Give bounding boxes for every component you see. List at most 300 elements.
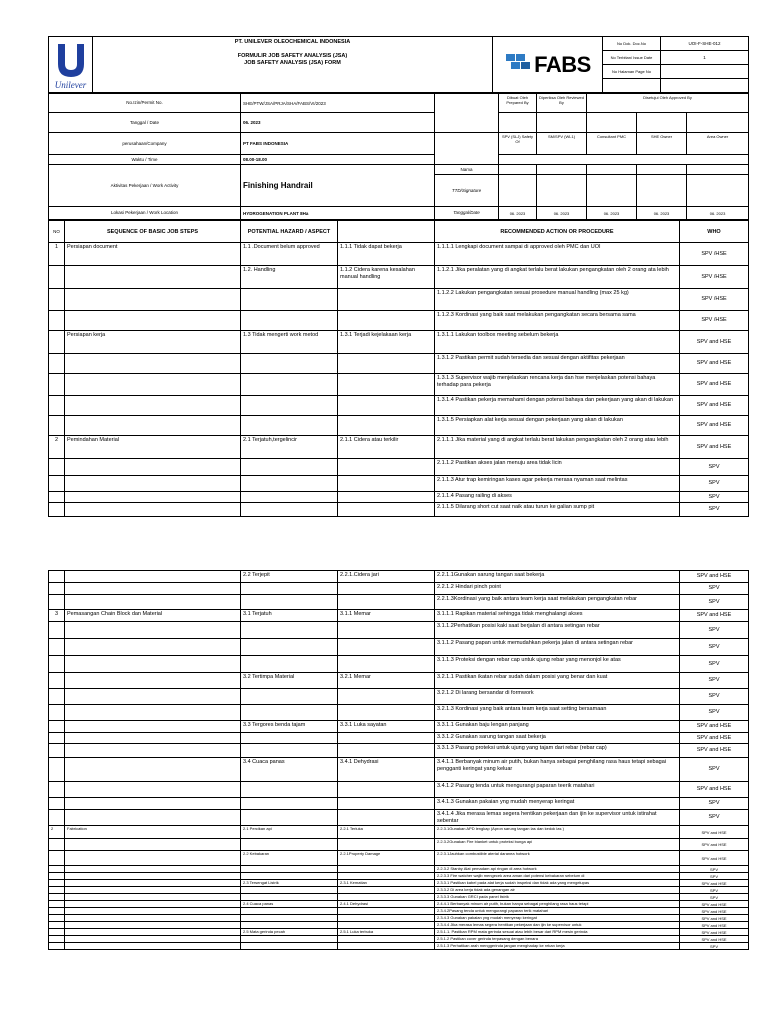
signature-cell-4 xyxy=(687,175,749,207)
name-cell-4 xyxy=(687,165,749,175)
row-number xyxy=(49,354,65,374)
hazard-consequence xyxy=(338,595,435,610)
potential-hazard xyxy=(241,416,338,436)
table-row xyxy=(49,503,749,517)
responsible-who: SPV and HSE xyxy=(680,915,749,922)
table-row xyxy=(49,354,749,374)
job-step xyxy=(65,908,241,915)
time-value: 08.00-18.00 xyxy=(241,155,435,165)
role-spacer xyxy=(499,155,749,165)
job-step: Persiapan document xyxy=(65,243,241,266)
hazard-consequence xyxy=(338,908,435,915)
job-step xyxy=(65,866,241,873)
table-row xyxy=(49,492,749,503)
hazard-consequence xyxy=(338,943,435,950)
potential-hazard xyxy=(241,936,338,943)
responsible-who: SPV and HSE xyxy=(680,354,749,374)
potential-hazard xyxy=(241,503,338,517)
hazard-consequence: 2.1.1 Cidera atau terkilir xyxy=(338,436,435,459)
potential-hazard xyxy=(241,915,338,922)
potential-hazard xyxy=(241,374,338,396)
potential-hazard: 2.2 Kebakaran xyxy=(241,851,338,866)
table-row xyxy=(49,656,749,673)
fabs-squares-icon xyxy=(504,52,538,78)
col-who-header: WHO xyxy=(680,221,749,243)
recommended-action: 2.3.4.2Pasang tenda untuk mengurangi paparan terik matahari xyxy=(435,908,680,915)
row-number xyxy=(49,851,65,866)
row-number xyxy=(49,887,65,894)
table-row xyxy=(49,374,749,396)
table-row xyxy=(49,436,749,459)
hazard-consequence xyxy=(338,311,435,331)
responsible-who: SPV xyxy=(680,758,749,782)
responsible-who: SPV and HSE xyxy=(680,839,749,851)
hazard-consequence xyxy=(338,873,435,880)
responsible-who: SPV /HSE xyxy=(680,243,749,266)
responsible-who: SPV /HSE xyxy=(680,266,749,289)
responsible-who: SPV xyxy=(680,622,749,639)
recommended-action: 1.3.1.2 Pastikan permit sudah tersedia dan sesuai dengan aktifitas pekerjaan xyxy=(435,354,680,374)
hazard-consequence xyxy=(338,289,435,311)
responsible-who: SPV xyxy=(680,476,749,492)
responsible-who: SPV and HSE xyxy=(680,744,749,758)
row-number xyxy=(49,733,65,744)
responsible-who: SPV xyxy=(680,656,749,673)
potential-hazard: 2.2 Terjepit xyxy=(241,571,338,583)
role-4: Area Owner xyxy=(687,133,749,155)
responsible-who: SPV xyxy=(680,810,749,826)
row-number xyxy=(49,873,65,880)
responsible-who: SPV xyxy=(680,705,749,721)
page-value xyxy=(661,65,749,79)
hazard-consequence xyxy=(338,798,435,810)
permit-label: No.Izin/Permit No. xyxy=(49,94,241,113)
table-row xyxy=(49,289,749,311)
form-title-id: FORMULIR JOB SAFETY ANALYSIS (JSA) xyxy=(237,53,348,59)
hazard-consequence xyxy=(338,503,435,517)
job-step xyxy=(65,798,241,810)
role-3: SHE Owner xyxy=(637,133,687,155)
hazard-consequence xyxy=(338,459,435,476)
responsible-who: SPV xyxy=(680,866,749,873)
job-step xyxy=(65,873,241,880)
recommended-action: 3.4.1.2 Pasang tenda untuk mengurangi paparan teerik matahari xyxy=(435,782,680,798)
row-number xyxy=(49,758,65,782)
potential-hazard xyxy=(241,887,338,894)
hazard-consequence xyxy=(338,354,435,374)
responsible-who: SPV and HSE xyxy=(680,374,749,396)
row-number xyxy=(49,311,65,331)
potential-hazard xyxy=(241,839,338,851)
info-blank-2 xyxy=(435,133,499,165)
signature-cell-3 xyxy=(637,175,687,207)
recommended-action: 3.3.1.3 Pasang proteksi untuk ujung yang tajam dari rebar (rebar cap) xyxy=(435,744,680,758)
issue-value: 1 xyxy=(661,51,749,65)
table-row xyxy=(49,943,749,950)
row-number xyxy=(49,782,65,798)
row-number xyxy=(49,476,65,492)
activity-label: Aktivitas Pekerjaan / Work Activity xyxy=(49,165,241,207)
table-row xyxy=(49,721,749,733)
hazard-consequence xyxy=(338,622,435,639)
potential-hazard xyxy=(241,782,338,798)
hazard-consequence xyxy=(338,744,435,758)
recommended-action: 3.4.1.4 Jika merasa lemas segera hentikan pekerjaan dan ijin ke supervisor untuk istirahat sebentar xyxy=(435,810,680,826)
table-row xyxy=(49,311,749,331)
hazard-consequence xyxy=(338,689,435,705)
responsible-who: SPV and HSE xyxy=(680,610,749,622)
form-title-block xyxy=(93,37,493,93)
hazard-consequence: 3.3.1 Luka sayatan xyxy=(338,721,435,733)
row-number xyxy=(49,929,65,936)
job-step xyxy=(65,571,241,583)
rows-page-2-fabrication xyxy=(49,826,749,950)
hazard-consequence: 2.5.1 Luka terbuka xyxy=(338,929,435,936)
recommended-action: 2.1.1.1 Jika material yang di angkat terlalu berat lakukan pengangkatan oleh 2 orang atau lebih xyxy=(435,436,680,459)
job-step xyxy=(65,894,241,901)
table-row xyxy=(49,826,749,839)
responsible-who: SPV xyxy=(680,492,749,503)
hazard-consequence xyxy=(338,936,435,943)
job-step xyxy=(65,851,241,866)
responsible-who: SPV xyxy=(680,639,749,656)
potential-hazard: 2.1 Terjatuh,tergelincir xyxy=(241,436,338,459)
row-number xyxy=(49,894,65,901)
responsible-who: SPV xyxy=(680,503,749,517)
potential-hazard xyxy=(241,354,338,374)
col-hazard-header: POTENTIAL HAZARD / ASPECT xyxy=(241,221,338,243)
recommended-action: 1.1.2.2 Lakukan pengangkatan sesuai prosedure manual handling (max 25 kg) xyxy=(435,289,680,311)
potential-hazard xyxy=(241,311,338,331)
sign-date-label: Tanggal/Date xyxy=(435,207,499,220)
signature-cell-1 xyxy=(537,175,587,207)
reviewed-by-label: Diperiksa Oleh Reviewed By xyxy=(537,94,587,113)
recommended-action: 2.3.3.2 Di area kerja tidak ada genangan air xyxy=(435,887,680,894)
time-label: Waktu / Time xyxy=(49,155,241,165)
row-number xyxy=(49,492,65,503)
table-row xyxy=(49,476,749,492)
table-row xyxy=(49,744,749,758)
location-value: HYDROGENATION PLANT 8Ha xyxy=(241,207,435,220)
potential-hazard: 3.1 Terjatuh xyxy=(241,610,338,622)
potential-hazard xyxy=(241,733,338,744)
recommended-action: 2.2.3.1Gunakan APD lengkap (Apron sarung tangan las dan kedok las ) xyxy=(435,826,680,839)
hazard-consequence xyxy=(338,705,435,721)
row-number xyxy=(49,880,65,887)
row-number xyxy=(49,622,65,639)
hazard-consequence xyxy=(338,583,435,595)
job-step xyxy=(65,705,241,721)
job-step xyxy=(65,901,241,908)
row-number xyxy=(49,459,65,476)
sign-date-3: 06. 2023 xyxy=(637,207,687,220)
jsa-table-page-2 xyxy=(48,570,749,950)
rows-page-1 xyxy=(49,243,749,517)
recommended-action: 2.2.3.1Jauhkan combustible aterial daranea hotwork xyxy=(435,851,680,866)
potential-hazard: 2.5 Mata gerinda pecah xyxy=(241,929,338,936)
recommended-action: 3.2.1.1 Pastikan ikatan rebar sudah dalam posisi yang benar dan kuat xyxy=(435,673,680,689)
job-step xyxy=(65,929,241,936)
recommended-action: 3.2.1.2 Di larang bersandar di formwork xyxy=(435,689,680,705)
job-step xyxy=(65,733,241,744)
row-number: 3 xyxy=(49,610,65,622)
table-row xyxy=(49,866,749,873)
potential-hazard xyxy=(241,622,338,639)
doc-no-label: No Dok. Doc.No xyxy=(603,37,661,51)
recommended-action: 2.5.1.3 Perhatikan arah menggerinda jangan menghadap ke rekan kerja xyxy=(435,943,680,950)
recommended-action: 3.3.1.2 Gunakan sarung tangan saat bekerja xyxy=(435,733,680,744)
responsible-who: SPV and HSE xyxy=(680,908,749,915)
sign-date-0: 06. 2023 xyxy=(499,207,537,220)
row-number xyxy=(49,331,65,354)
potential-hazard xyxy=(241,639,338,656)
row-number xyxy=(49,656,65,673)
job-step xyxy=(65,459,241,476)
table-row xyxy=(49,922,749,929)
table-row xyxy=(49,622,749,639)
header-blank-a xyxy=(603,79,661,93)
potential-hazard xyxy=(241,866,338,873)
potential-hazard: 1.1 .Document belum approved xyxy=(241,243,338,266)
responsible-who: SPV xyxy=(680,943,749,950)
recommended-action: 3.3.1.1 Gunakan baju lengan panjang xyxy=(435,721,680,733)
job-step xyxy=(65,354,241,374)
potential-hazard: 2.1 Percikan api xyxy=(241,826,338,839)
table-row xyxy=(49,595,749,610)
table-row xyxy=(49,908,749,915)
recommended-action: 2.1.1.5 Dilarang short cut saat naik atau turun ke galian sump pit xyxy=(435,503,680,517)
table-row xyxy=(49,873,749,880)
responsible-who: SPV and HSE xyxy=(680,880,749,887)
table-row xyxy=(49,639,749,656)
recommended-action: 1.3.1.1 Lakukan toolbox meeting sebelum bekerja xyxy=(435,331,680,354)
date-label: Tanggal / Date xyxy=(49,113,241,133)
recommended-action: 2.3.3.1 Pastikan kabel pada alat kerja sudah inspeksi dan tidak ada yang mengelupas xyxy=(435,880,680,887)
permit-value: SHE/PTW/JSA/PRJA/SHA/FABS/VI/2023 xyxy=(241,94,435,113)
row-number xyxy=(49,374,65,396)
job-step xyxy=(65,887,241,894)
row-number xyxy=(49,396,65,416)
recommended-action: 2.1.1.3 Atur trap kemiringan kases agar pekerja merasa nyaman saat melintas xyxy=(435,476,680,492)
table-row xyxy=(49,266,749,289)
hazard-consequence: 2.3.1 Kematian xyxy=(338,880,435,887)
hazard-consequence: 3.2.1 Memar xyxy=(338,673,435,689)
job-step xyxy=(65,583,241,595)
jsa-table-page-1 xyxy=(48,220,749,517)
row-number xyxy=(49,705,65,721)
unilever-wordmark: Unilever xyxy=(54,79,87,90)
hazard-consequence xyxy=(338,733,435,744)
hazard-consequence xyxy=(338,416,435,436)
approved-by-label: Disetujui Oleh Approved By xyxy=(587,94,749,113)
potential-hazard xyxy=(241,744,338,758)
job-step: Persiapan kerja xyxy=(65,331,241,354)
hazard-consequence xyxy=(338,922,435,929)
table-row xyxy=(49,396,749,416)
recommended-action: 1.3.1.4 Pastikan pekerja memahami dengan potensi bahaya dan pekerjaan yang akan di lakukan xyxy=(435,396,680,416)
potential-hazard xyxy=(241,873,338,880)
name-cell-2 xyxy=(587,165,637,175)
responsible-who: SPV and HSE xyxy=(680,782,749,798)
potential-hazard xyxy=(241,492,338,503)
responsible-who: SPV xyxy=(680,873,749,880)
recommended-action: 1.1.1.1 Lengkapi document sampai di approved oleh PMC dan UOI xyxy=(435,243,680,266)
hazard-consequence xyxy=(338,887,435,894)
activity-value: Finishing Handrail xyxy=(241,165,435,207)
responsible-who: SPV and HSE xyxy=(680,901,749,908)
recommended-action: 3.1.1.1 Rapikan material sehingga tidak menghalangi akses xyxy=(435,610,680,622)
company-value: PT FABS INDONESIA xyxy=(241,133,435,155)
hazard-consequence xyxy=(338,782,435,798)
form-page-1 xyxy=(48,36,748,517)
company-name: PT. UNILEVER OLEOCHEMICAL INDONESIA xyxy=(234,39,351,45)
job-step xyxy=(65,639,241,656)
potential-hazard: 2.3 Tersengat Listrik xyxy=(241,880,338,887)
potential-hazard: 3.4 Cuaca panas xyxy=(241,758,338,782)
sign-date-4: 06. 2023 xyxy=(687,207,749,220)
job-step xyxy=(65,943,241,950)
potential-hazard xyxy=(241,656,338,673)
row-number: 2 xyxy=(49,826,65,839)
sig-space-2 xyxy=(537,113,587,133)
row-number xyxy=(49,571,65,583)
row-number xyxy=(49,416,65,436)
row-number xyxy=(49,639,65,656)
hazard-consequence xyxy=(338,894,435,901)
col-risk-header xyxy=(338,221,435,243)
responsible-who: SPV and HSE xyxy=(680,851,749,866)
responsible-who: SPV and HSE xyxy=(680,733,749,744)
hazard-consequence xyxy=(338,915,435,922)
responsible-who: SPV and HSE xyxy=(680,721,749,733)
hazard-consequence: 2.2.1 Terluka xyxy=(338,826,435,839)
unilever-u-icon xyxy=(54,42,88,80)
hazard-consequence xyxy=(338,396,435,416)
doc-no-value: UOI-F-SHE-012 xyxy=(661,37,749,51)
potential-hazard xyxy=(241,396,338,416)
role-0: SPV (SLJ) Safety Of xyxy=(499,133,537,155)
recommended-action: 3.4.1.1 Berbanyak minum air putih, bukan hanya sebagai penghilang rasa haus tetapi sebagai pengganti keringat yang keluar xyxy=(435,758,680,782)
signature-label: TTD/Signature xyxy=(435,175,499,207)
potential-hazard xyxy=(241,810,338,826)
row-number xyxy=(49,266,65,289)
recommended-action: 2.1.1.2 Pastikan akses jalan menuju area tidak licin xyxy=(435,459,680,476)
potential-hazard: 2.4 Cuaca panas xyxy=(241,901,338,908)
row-number xyxy=(49,908,65,915)
col-action-header: RECOMMENDED ACTION OR PROCEDURE xyxy=(435,221,680,243)
fabs-wordmark: FABS xyxy=(534,51,591,77)
potential-hazard: 3.2 Tertimpa Material xyxy=(241,673,338,689)
hazard-consequence: 1.1.2 Cidera karena kesalahan manual handling xyxy=(338,266,435,289)
row-number xyxy=(49,595,65,610)
job-step: Pemindahan Material xyxy=(65,436,241,459)
hazard-consequence: 1.1.1 Tidak dapat bekerja xyxy=(338,243,435,266)
recommended-action: 2.2.1.3Kordinasi yang baik antara team kerja saat melakukan pengangkatan rebar xyxy=(435,595,680,610)
table-row xyxy=(49,782,749,798)
job-step xyxy=(65,758,241,782)
row-number: 1 xyxy=(49,243,65,266)
row-number xyxy=(49,503,65,517)
sig-space-1 xyxy=(499,113,537,133)
name-label: Nama xyxy=(435,165,499,175)
table-row xyxy=(49,887,749,894)
table-row xyxy=(49,331,749,354)
recommended-action: 2.2.1.1Gunakan sarung tangan saat bekerja xyxy=(435,571,680,583)
recommended-action: 3.2.1.3 Kordinasi yang baik antara team kerja saat setting bersamaan xyxy=(435,705,680,721)
table-row xyxy=(49,901,749,908)
potential-hazard: 3.3 Tergores benda tajam xyxy=(241,721,338,733)
row-number xyxy=(49,673,65,689)
responsible-who: SPV and HSE xyxy=(680,571,749,583)
hazard-consequence: 3.1.1 Memar xyxy=(338,610,435,622)
job-step xyxy=(65,289,241,311)
col-step-header: SEQUENCE OF BASIC JOB STEPS xyxy=(65,221,241,243)
recommended-action: 2.5.1.2 Pastikan cover gerinda terpasang dengan benara xyxy=(435,936,680,943)
hazard-consequence: 2.2.1Property Damage xyxy=(338,851,435,866)
hazard-consequence: 2.2.1.Cidera jari xyxy=(338,571,435,583)
role-1: SM/SPV (WL1) xyxy=(537,133,587,155)
job-step xyxy=(65,396,241,416)
potential-hazard xyxy=(241,894,338,901)
fabs-logo xyxy=(493,37,603,93)
row-number xyxy=(49,583,65,595)
job-step xyxy=(65,810,241,826)
hazard-consequence xyxy=(338,656,435,673)
sign-date-1: 06. 2023 xyxy=(537,207,587,220)
job-step xyxy=(65,721,241,733)
recommended-action: 2.2.3.3 Fire watcher wajib mengecek area aman dari potensi kebakaran sebelum di xyxy=(435,873,680,880)
table-row xyxy=(49,798,749,810)
row-number xyxy=(49,289,65,311)
recommended-action: 1.1.2.1 Jika peralatan yang di angkat terlalu berat lakukan pengangkatan oleh 2 orang ata lebih xyxy=(435,266,680,289)
hazard-consequence: 3.4.1 Dehydrasi xyxy=(338,758,435,782)
table-row xyxy=(49,610,749,622)
responsible-who: SPV and HSE xyxy=(680,826,749,839)
table-row xyxy=(49,689,749,705)
page-label: No Halaman Page No xyxy=(603,65,661,79)
name-cell-3 xyxy=(637,165,687,175)
hazard-consequence xyxy=(338,866,435,873)
hazard-consequence xyxy=(338,810,435,826)
potential-hazard xyxy=(241,922,338,929)
col-no-header: NO xyxy=(49,221,65,243)
recommended-action: 1.3.1.3 Supervisor wajib menjelaskan rencana kerja dan hse menjelaskan potensi bahaya terhadap para pekerja xyxy=(435,374,680,396)
job-step xyxy=(65,922,241,929)
job-step xyxy=(65,595,241,610)
row-number xyxy=(49,943,65,950)
sig-space-3 xyxy=(587,113,637,133)
potential-hazard: 1.2. Handling xyxy=(241,266,338,289)
hazard-consequence: 2.4.1 Dehydrasi xyxy=(338,901,435,908)
recommended-action: 1.3.1.5 Persiapkan alat kerja sesuai dengan pekerjaan yang akan di lakukan xyxy=(435,416,680,436)
table-row xyxy=(49,894,749,901)
responsible-who: SPV and HSE xyxy=(680,929,749,936)
table-row xyxy=(49,936,749,943)
row-number xyxy=(49,901,65,908)
hazard-consequence xyxy=(338,639,435,656)
sig-space-4 xyxy=(637,113,687,133)
row-number xyxy=(49,866,65,873)
table-row xyxy=(49,733,749,744)
prepared-by-label: Dibuat Oleh Prepared By xyxy=(499,94,537,113)
responsible-who: SPV xyxy=(680,673,749,689)
hazard-consequence xyxy=(338,374,435,396)
row-number xyxy=(49,689,65,705)
row-number xyxy=(49,744,65,758)
job-step: Pemasangan Chain Block dan Material xyxy=(65,610,241,622)
responsible-who: SPV xyxy=(680,689,749,705)
table-row xyxy=(49,810,749,826)
